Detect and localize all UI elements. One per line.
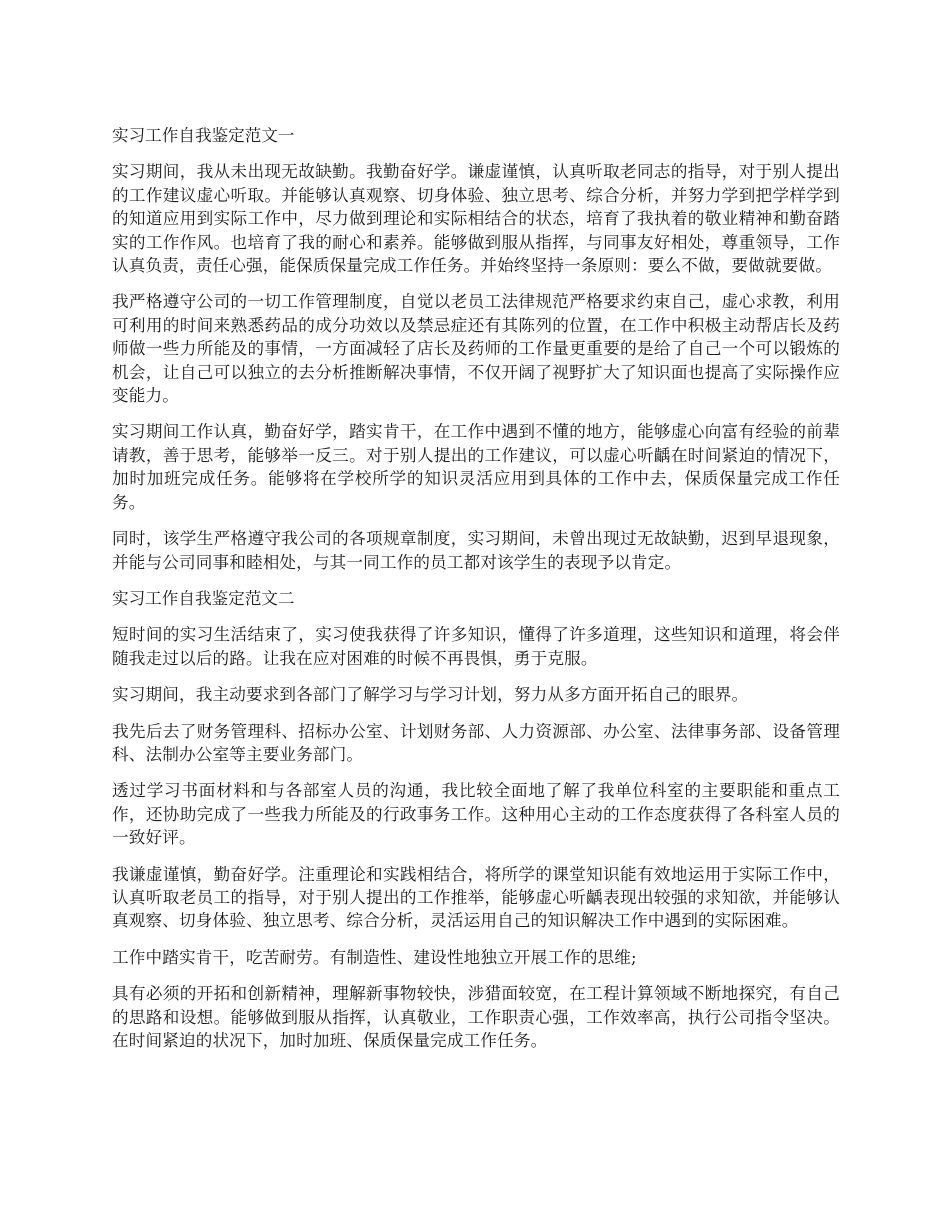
section-heading-1: 实习工作自我鉴定范文一 [112,126,295,145]
paragraph-6: 实习期间，我主动要求到各部门了解学习与学习计划，努力从多方面开拓自己的眼界。 [112,685,749,705]
paragraph-11: 具有必须的开拓和创新精神，理解新事物较快，涉猎面较宽，在工程计算领域不断地探究，有自己的思路和设想。能够做到服从指挥，认真敬业，工作职责心强，工作效率高，执行公司指令坚决。在时间紧迫的状况下，加时加班、保质保量完成工作任务。 [112,984,840,1050]
paragraph-9: 我谦虚谨慎，勤奋好学。注重理论和实践相结合，将所学的课堂知识能有效地运用于实际工作中，认真听取老员工的指导，对于别人提出的工作推举，能够虚心听齲表现出较强的求知欲，并能够认真观察、切身体验、独立思考、综合分析，灵活运用自己的知识解决工作中遇到的实际困难。 [112,864,840,931]
paragraph-4: 同时，该学生严格遵守我公司的各项规章制度，实习期间，未曾出现过无故缺勤，迟到早退现象，并能与公司同事和睦相处，与其一同工作的员工都对该学生的表现予以肯定。 [112,529,840,572]
paragraph-1: 实习期间，我从未出现无故缺勤。我勤奋好学。谦虚谨慎，认真听取老同志的指导，对于别人提出的工作建议虚心听取。并能够认真观察、切身体验、独立思考、综合分析，并努力学到把学样学到的知道应用到实际工作中，尽力做到理论和实际相结合的状态，培育了我执着的敬业精神和勤奋踏实的工作作风。也培育了我的耐心和素养。能够做到服从指挥，与同事友好相处，尊重领导，工作认真负责，责任心强，能保质保量完成工作任务。并始终坚持一条原则：要么不做，要做就要做。 [112,162,840,276]
paragraph-3: 实习期间工作认真，勤奋好学，踏实肯干，在工作中遇到不懂的地方，能够虚心向富有经验的前辈请教，善于思考，能够举一反三。对于别人提出的工作建议，可以虚心听齲在时间紧迫的情况下，加时加班完成任务。能够将在学校所学的知识灵活应用到具体的工作中去，保质保量完成工作任务。 [112,422,840,512]
section-heading-2: 实习工作自我鉴定范文二 [112,588,295,608]
paragraph-5: 短时间的实习生活结束了，实习使我获得了许多知识，懂得了许多道理，这些知识和道理，将会伴随我走过以后的路。让我在应对困难的时候不再畏惧，勇于克服。 [112,625,840,668]
paragraph-7: 我先后去了财务管理科、招标办公室、计划财务部、人力资源部、办公室、法律事务部、设备管理科、法制办公室等主要业务部门。 [112,721,840,764]
paragraph-10: 工作中踏实肯干，吃苦耐劳。有制造性、建设性地独立开展工作的思维; [112,947,637,967]
paragraph-8: 透过学习书面材料和与各部室人员的沟通，我比较全面地了解了我单位科室的主要职能和重点工作，还协助完成了一些我力所能及的行政事务工作。这种用心主动的工作态度获得了各科室人员的一致好评。 [112,781,840,848]
paragraph-2: 我严格遵守公司的一切工作管理制度，自觉以老员工法律规范严格要求约束自己，虚心求教，利用可利用的时间来熟悉药品的成分功效以及禁忌症还有其陈列的位置，在工作中积极主动帮店长及药师做一些力所能及的事情，一方面减轻了店长及药师的工作量更重要的是给了自己一个可以锻炼的机会，让自己可以独立的去分析推断解决事情，不仅开阔了视野扩大了知识面也提高了实际操作应变能力。 [112,292,840,406]
